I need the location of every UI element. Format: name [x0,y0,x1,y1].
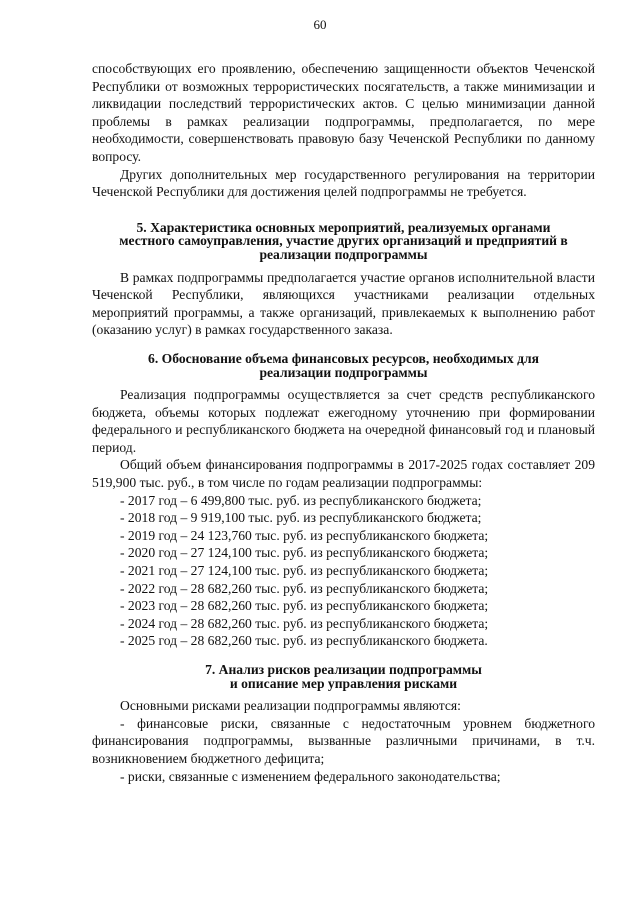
list-item: - 2018 год – 9 919,100 тыс. руб. из республиканского бюджета; [120,510,482,526]
section-7-paragraph-2: - финансовые риски, связанные с недостаточным уровнем бюджетного финансирования подпрограммы, вызванные различными причинами, в т.ч. возникновением бюджетного дефицита; [92,715,595,766]
section-5-paragraph: В рамках подпрограммы предполагается участие органов исполнительной власти Чеченской Республики, являющихся участниками реализации отдельных мероприятий программы, а также организаций, привлекаемых к выполнению работ (оказанию услуг) в рамках государственного заказа. [92,269,595,338]
section-7-paragraph-1: Основными рисками реализации подпрограммы являются: [120,698,461,714]
section-6-heading-line: 6. Обоснование объема финансовых ресурсов, необходимых для [148,350,539,366]
section-5-heading-line: реализации подпрограммы [259,246,428,262]
section-6-paragraph-2: Общий объем финансирования подпрограммы в 2017-2025 годах составляет 209 519,900 тыс. руб., в том числе по годам реализации подпрограммы: [92,457,595,491]
section-7-paragraph-3: - риски, связанные с изменением федерального законодательства; [120,768,501,784]
funding-by-year-list [92,492,595,650]
list-item: - 2022 год – 28 682,260 тыс. руб. из республиканского бюджета; [120,580,489,596]
section-7-heading-line: и описание мер управления рисками [229,675,458,691]
section-7-heading [92,663,595,690]
list-item: - 2024 год – 28 682,260 тыс. руб. из республиканского бюджета; [120,615,489,631]
page-number: 60 [313,17,327,32]
list-item: - 2021 год – 27 124,100 тыс. руб. из республиканского бюджета; [120,563,489,579]
section-7-heading-line: 7. Анализ рисков реализации подпрограммы [205,662,482,677]
section-5-heading-line: 5. Характеристика основных мероприятий, реализуемых органами [136,219,551,235]
section-6-paragraph-1: Реализация подпрограммы осуществляется за счет средств республиканского бюджета, объемы которых подлежат ежегодному уточнению при формировании федерального и республиканского бюджета на очередной финансовый год и плановый период. [92,387,595,455]
section-5-heading [92,221,595,262]
list-item: - 2017 год – 6 499,800 тыс. руб. из республиканского бюджета; [120,492,482,508]
section-6-heading-line: реализации подпрограммы [259,364,428,380]
section-6-heading [92,352,595,379]
section-5-heading-line: местного самоуправления, участие других организаций и предприятий в [119,233,568,249]
list-item: - 2025 год – 28 682,260 тыс. руб. из республиканского бюджета. [120,633,488,649]
list-item: - 2023 год – 28 682,260 тыс. руб. из республиканского бюджета; [120,598,489,614]
intro-paragraph-2: Других дополнительных мер государственного регулирования на территории Чеченской Республики для достижения целей подпрограммы не требуется. [92,166,595,200]
list-item: - 2019 год – 24 123,760 тыс. руб. из республиканского бюджета; [120,527,489,543]
list-item: - 2020 год – 27 124,100 тыс. руб. из республиканского бюджета; [120,545,489,561]
intro-paragraph-1: способствующих его проявлению, обеспечению защищенности объектов Чеченской Республики от возможных террористических посягательств, а также минимизации и ликвидации последствий террористических актов. С целью минимизации данной проблемы в рамках реализации подпрограммы, предполагается, по мере необходимости, совершенствовать правовую базу Чеченской Республики по данному вопросу. [92,61,595,164]
page-content [92,60,595,785]
